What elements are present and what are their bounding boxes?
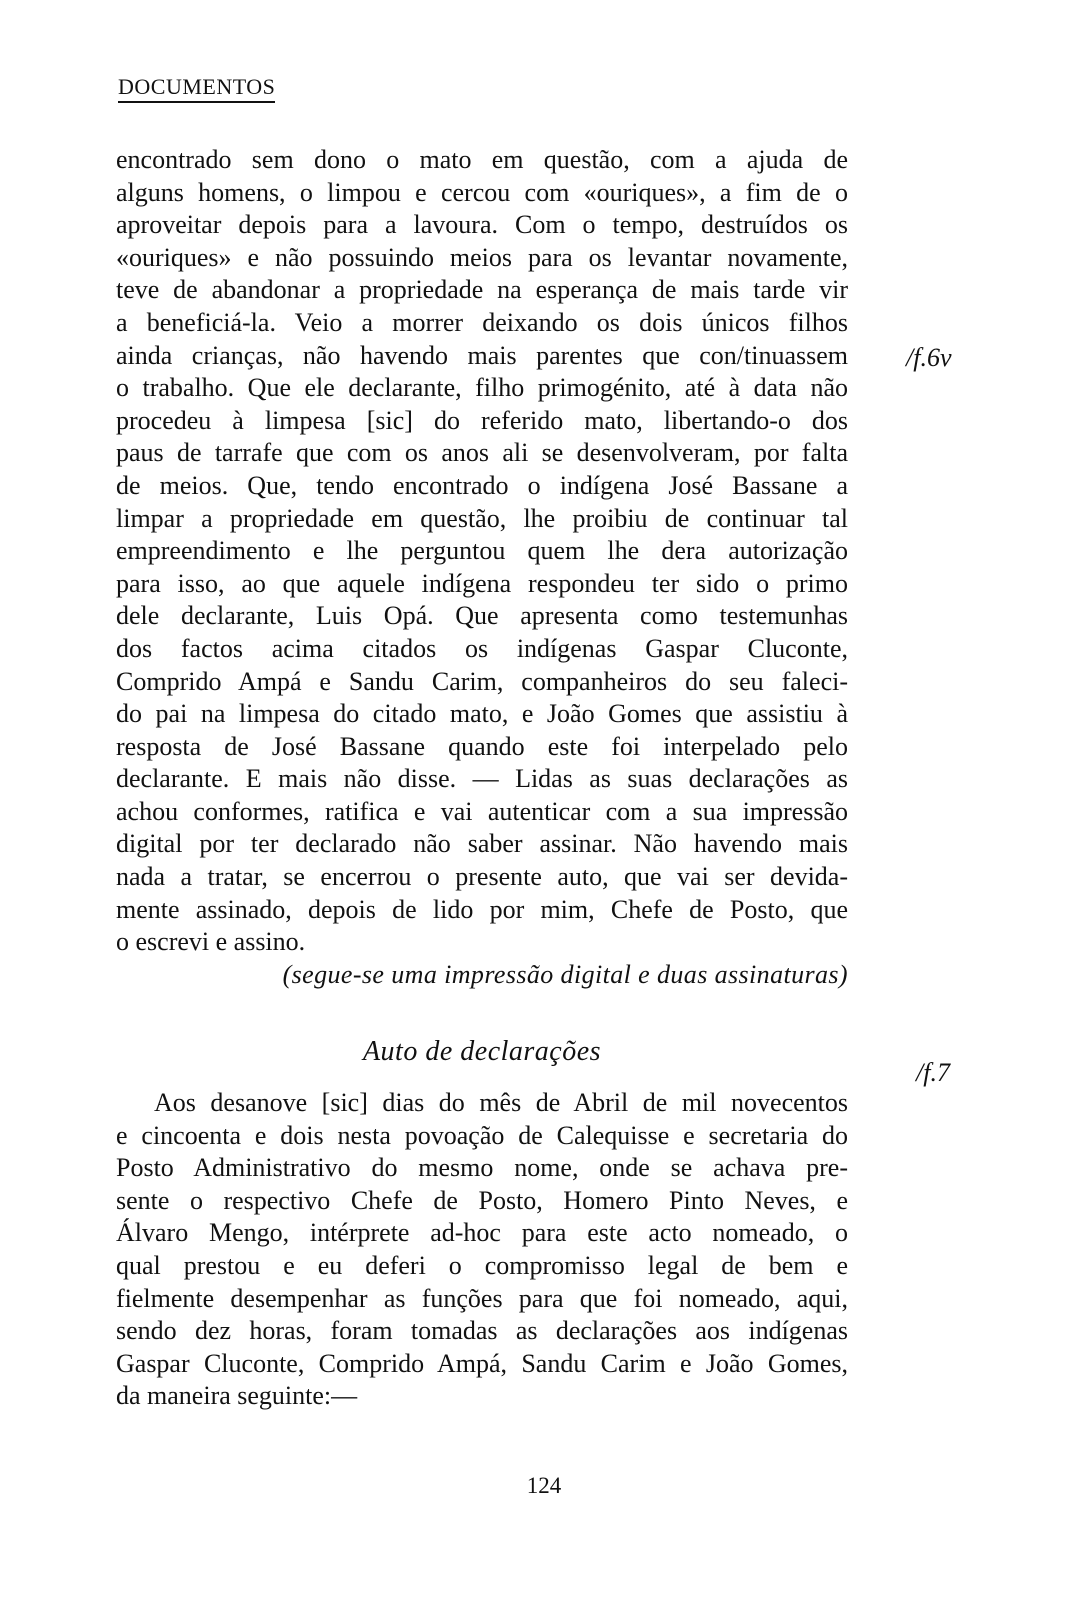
text-line: empreendimento e lhe perguntou quem lhe dera autorização	[116, 536, 848, 566]
signature-note: (segue-se uma impressão digital e duas assinaturas)	[282, 959, 848, 989]
text-line: de meios. Que, tendo encontrado o indígena José Bassane a	[116, 470, 848, 500]
text-line: sente o respectivo Chefe de Posto, Homero Pinto Neves, e	[116, 1185, 848, 1215]
text-line: aproveitar depois para a lavoura. Com o tempo, destruídos os	[116, 210, 848, 240]
text-line: declarante. E mais não disse. — Lidas as suas declarações as	[116, 764, 848, 794]
text-line: alguns homens, o limpou e cercou com «ouriques», a fim de o	[116, 177, 848, 207]
text-line: Álvaro Mengo, intérprete ad-hoc para este acto nomeado, o	[116, 1218, 848, 1248]
text-line: encontrado sem dono o mato em questão, com a ajuda de	[116, 145, 848, 174]
text-line: Posto Administrativo do mesmo nome, onde se achava pre-	[116, 1153, 848, 1183]
folio-marker: /f.7	[916, 1058, 950, 1087]
text-line: teve de abandonar a propriedade na esperança de mais tarde vir	[116, 275, 848, 305]
text-line: «ouriques» e não possuindo meios para os levantar novamente,	[116, 242, 848, 272]
text-line: resposta de José Bassane quando este foi interpelado pelo	[116, 731, 848, 761]
text-line: o escrevi e assino.	[116, 927, 306, 957]
text-line: para isso, ao que aquele indígena respondeu ter sido o primo	[116, 568, 848, 598]
text-line: limpar a propriedade em questão, lhe proibiu de continuar tal	[116, 503, 848, 533]
text-line: sendo dez horas, foram tomadas as declarações aos indígenas	[116, 1316, 848, 1346]
text-line: achou conformes, ratifica e vai autenticar com a sua impressão	[116, 796, 848, 826]
text-line: da maneira seguinte:—	[116, 1381, 358, 1411]
folio-marker: /f.6v	[906, 343, 952, 372]
text-line: do pai na limpesa do citado mato, e João Gomes que assistiu à	[116, 699, 848, 729]
paragraph-block-2	[116, 1087, 848, 1413]
text-line: digital por ter declarado não saber assinar. Não havendo mais	[116, 829, 848, 859]
text-line: Comprido Ampá e Sandu Carim, companheiros do seu faleci-	[116, 666, 848, 696]
page-number: 124	[526, 1473, 562, 1498]
text-line: fielmente desempenhar as funções para que foi nomeado, aqui,	[116, 1283, 848, 1313]
text-line: procedeu à limpesa [sic] do referido mato, libertando-o dos	[116, 405, 848, 435]
text-line: e cincoenta e dois nesta povoação de Calequisse e secretaria do	[116, 1120, 848, 1150]
text-line: ainda crianças, não havendo mais parentes que con/tinuassem	[116, 340, 848, 370]
section-title: Auto de declarações	[362, 1036, 602, 1067]
text-line: dele declarante, Luis Opá. Que apresenta como testemunhas	[116, 601, 848, 631]
text-line: Gaspar Cluconte, Comprido Ampá, Sandu Carim e João Gomes,	[116, 1348, 848, 1378]
text-line: paus de tarrafe que com os anos ali se desenvolveram, por falta	[116, 438, 848, 468]
text-line: qual prestou e eu deferi o compromisso legal de bem e	[116, 1250, 848, 1280]
paragraph-block-1	[116, 144, 848, 991]
text-line: mente assinado, depois de lido por mim, Chefe de Posto, que	[116, 894, 848, 924]
text-line: Aos desanove [sic] dias do mês de Abril de mil novecentos	[154, 1088, 848, 1117]
running-head: DOCUMENTOS	[118, 74, 275, 103]
text-line: dos factos acima citados os indígenas Gaspar Cluconte,	[116, 633, 848, 663]
text-line: o trabalho. Que ele declarante, filho primogénito, até à data não	[116, 373, 848, 403]
text-line: nada a tratar, se encerrou o presente auto, que vai ser devida-	[116, 862, 848, 892]
text-line: a beneficiá-la. Veio a morrer deixando os dois únicos filhos	[116, 307, 848, 337]
